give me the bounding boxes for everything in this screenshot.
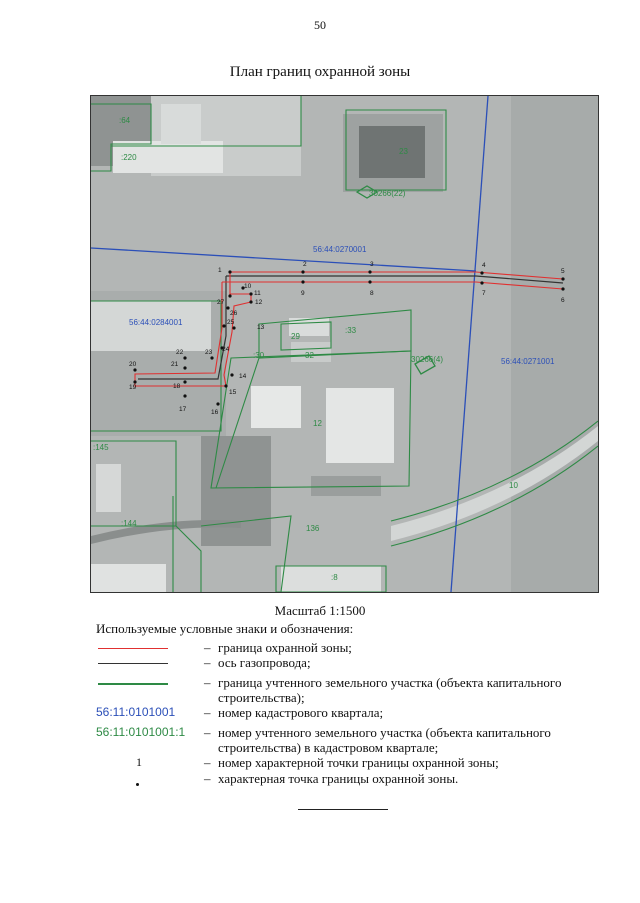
map-title: План границ охранной зоны <box>229 64 411 80</box>
parcel-label: 32 <box>305 351 314 360</box>
dot-sample <box>136 783 139 786</box>
legend-text: ось газопровода; <box>218 655 311 670</box>
legend-symbol <box>96 640 196 656</box>
legend-text: граница учтенного земельного участка (объекта капитального строительства); <box>218 675 562 705</box>
point-label: 12 <box>255 299 263 306</box>
building-roof <box>91 564 166 592</box>
parcel-label: 136 <box>306 524 320 533</box>
point-label: 16 <box>211 409 219 416</box>
point-label: 6 <box>561 297 565 304</box>
point-label: 10 <box>244 283 252 290</box>
parcel-label: 23 <box>399 147 408 156</box>
cadastral-map <box>90 95 599 593</box>
quarter-label: 56:44:0271001 <box>501 357 555 366</box>
legend-symbol <box>96 755 196 771</box>
point-label: 25 <box>227 319 235 326</box>
scale-label: Масштаб 1:1500 <box>274 603 366 618</box>
point-dot <box>480 281 483 284</box>
quarter-code-sample: 56:11:0101001 <box>96 705 176 719</box>
green-line-sample <box>98 683 168 685</box>
building-roof <box>251 386 301 428</box>
point-label: 11 <box>254 290 261 297</box>
legend-symbol <box>96 725 196 741</box>
point-label: 19 <box>129 384 137 391</box>
map-canvas <box>91 96 598 592</box>
parcel-label: 12 <box>313 419 322 428</box>
parcel-label: :145 <box>93 443 109 452</box>
point-label: 27 <box>217 299 225 306</box>
point-dot <box>183 356 186 359</box>
point-dot <box>183 394 186 397</box>
point-dot <box>561 287 564 290</box>
point-dot <box>228 270 231 273</box>
point-dot <box>232 326 235 329</box>
point-dot <box>228 294 231 297</box>
point-dot <box>249 300 252 303</box>
point-label: 26 <box>230 310 238 317</box>
legend-dash: – <box>204 640 211 655</box>
parcel-label: 30266(4) <box>411 355 444 364</box>
page-number: 50 <box>314 18 326 32</box>
legend-dash: – <box>204 675 211 690</box>
building-roof <box>161 104 201 144</box>
legend-symbol <box>96 771 196 787</box>
point-label: 20 <box>129 361 137 368</box>
legend-symbol <box>96 655 196 671</box>
legend-dash: – <box>204 725 211 740</box>
point-dot <box>216 402 219 405</box>
point-label: 7 <box>482 290 486 297</box>
legend-text: номер характерной точки границы охранной зоны; <box>218 755 499 770</box>
legend-text: граница охранной зоны; <box>218 640 352 655</box>
parcel-label: 10 <box>509 481 518 490</box>
parcel-label: :64 <box>119 116 131 125</box>
quarter-label: 56:44:0284001 <box>129 318 183 327</box>
legend-dash: – <box>204 705 211 720</box>
footer-divider <box>298 809 388 810</box>
point-label: 8 <box>370 290 374 297</box>
point-dot <box>133 368 136 371</box>
point-dot <box>480 271 483 274</box>
legend-symbol <box>96 675 196 691</box>
point-number-sample: 1 <box>136 755 142 769</box>
point-label: 17 <box>179 406 187 413</box>
point-label: 1 <box>218 267 222 274</box>
point-label: 22 <box>176 349 184 356</box>
dark-line-sample <box>98 663 168 664</box>
point-label: 18 <box>173 383 181 390</box>
point-dot <box>249 292 252 295</box>
legend-dash: – <box>204 771 211 786</box>
parcel-label: :33 <box>345 326 357 335</box>
point-dot <box>224 384 227 387</box>
point-dot <box>561 277 564 280</box>
building-roof <box>326 388 394 463</box>
point-label: 4 <box>482 262 486 269</box>
point-label: 5 <box>561 268 565 275</box>
point-dot <box>301 280 304 283</box>
substation-equipment <box>359 126 425 178</box>
point-dot <box>210 356 213 359</box>
legend-title: Используемые условные знаки и обозначения: <box>96 621 354 636</box>
parcel-label: 30266(22) <box>369 189 406 198</box>
legend-text: номер кадастрового квартала; <box>218 705 384 720</box>
legend-dash: – <box>204 755 211 770</box>
point-dot <box>301 270 304 273</box>
parcel-label: :30 <box>253 351 265 360</box>
point-dot <box>183 380 186 383</box>
aerial-block <box>511 96 598 592</box>
point-label: 21 <box>171 361 179 368</box>
red-line-sample <box>98 648 168 649</box>
point-label: 24 <box>222 346 230 353</box>
parcel-label: 29 <box>291 332 300 341</box>
quarter-label: 56:44:0270001 <box>313 245 367 254</box>
parcel-label: :144 <box>121 519 137 528</box>
point-label: 9 <box>301 290 305 297</box>
point-label: 3 <box>370 261 374 268</box>
point-label: 2 <box>303 261 307 268</box>
point-dot <box>368 280 371 283</box>
legend-text: характерная точка границы охранной зоны. <box>218 771 459 786</box>
aerial-block <box>201 436 271 546</box>
point-dot <box>183 366 186 369</box>
point-dot <box>222 324 225 327</box>
point-label: 15 <box>229 389 237 396</box>
legend-dash: – <box>204 655 211 670</box>
building-roof <box>96 464 121 512</box>
legend-symbol <box>96 705 196 721</box>
parcel-label: :220 <box>121 153 137 162</box>
legend-text: номер учтенного земельного участка (объекта капитального строительства) в кадастровом квартале; <box>218 725 551 755</box>
parcel-label: :8 <box>331 573 338 582</box>
point-label: 23 <box>205 349 213 356</box>
parcel-code-sample: 56:11:0101001:1 <box>96 725 186 739</box>
point-label: 13 <box>257 324 265 331</box>
point-dot <box>368 270 371 273</box>
point-dot <box>230 373 233 376</box>
point-label: 14 <box>239 373 247 380</box>
